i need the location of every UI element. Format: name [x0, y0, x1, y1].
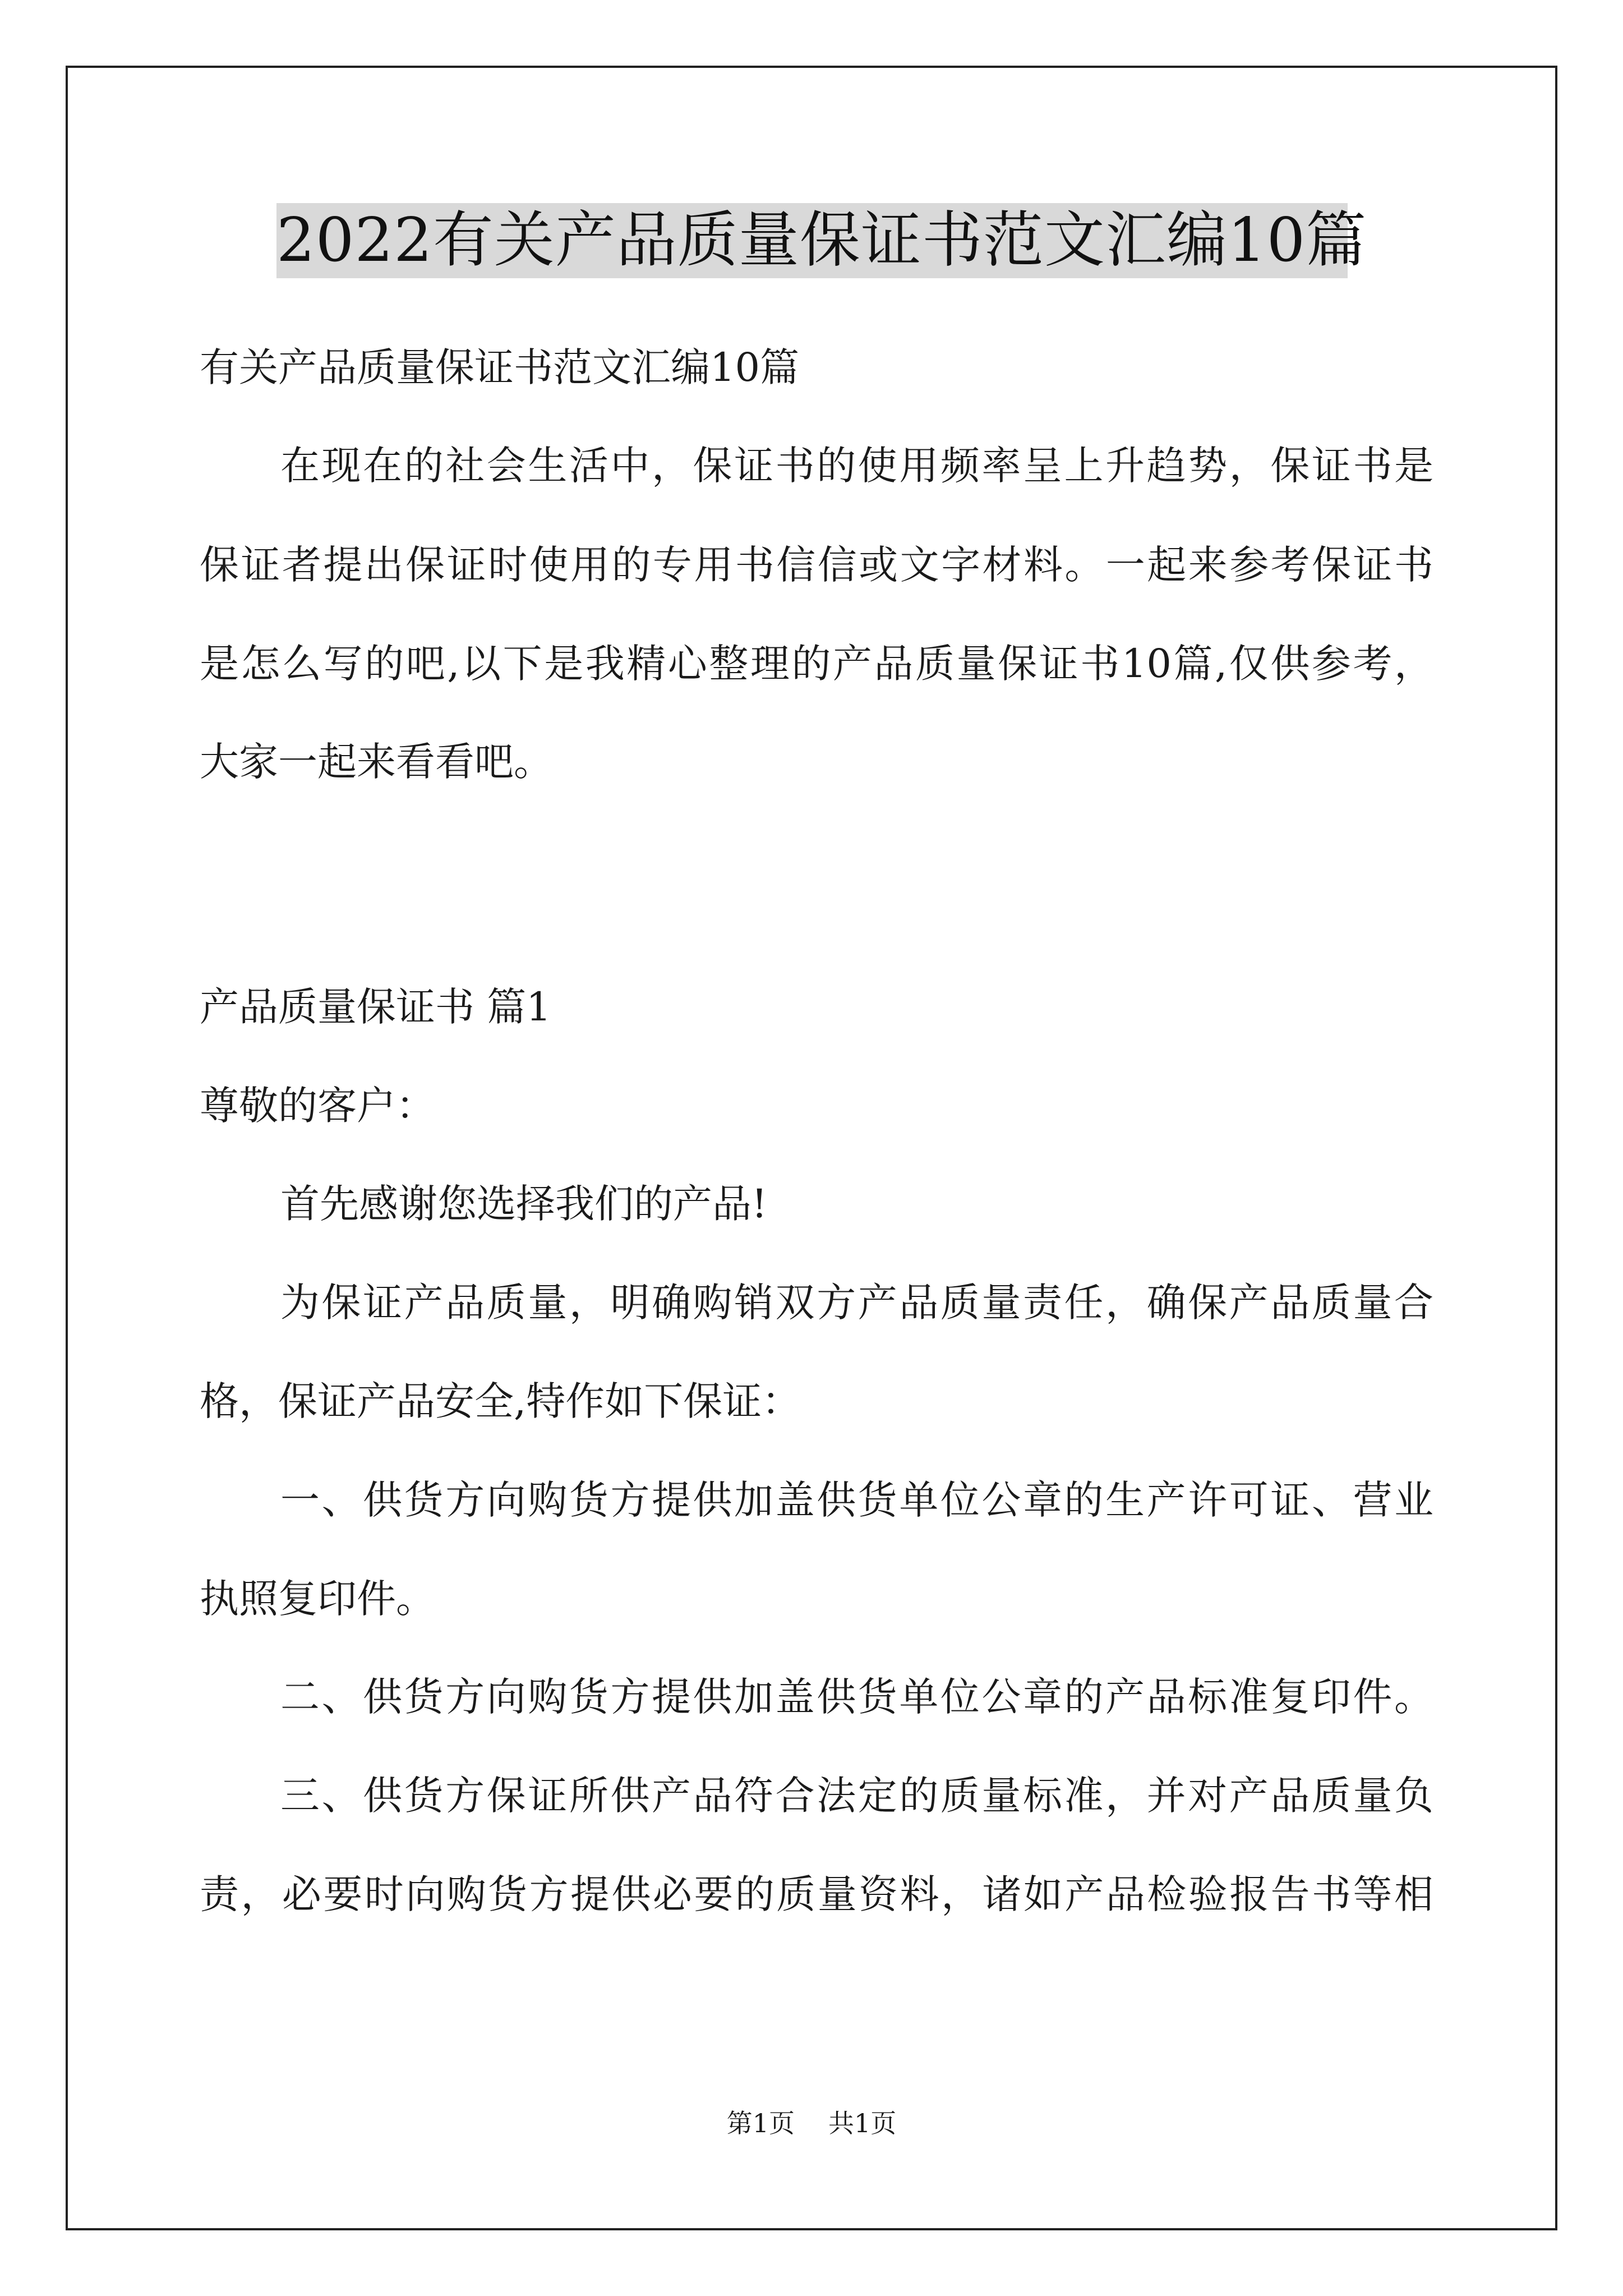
section-heading: 产品质量保证书 篇1: [200, 984, 551, 1030]
document-title: 2022有关产品质量保证书范文汇编10篇: [276, 203, 1348, 278]
body-line-7: 三、供货方保证所供产品符合法定的质量标准，并对产品质量负: [280, 1773, 1433, 1819]
intro-line-3: 是怎么写的吧,以下是我精心整理的产品质量保证书10篇,仅供参考，: [200, 641, 1433, 687]
intro-line-4: 大家一起来看看吧。: [200, 739, 553, 785]
body-line-3: 格，保证产品安全,特作如下保证：: [200, 1378, 801, 1424]
intro-line-2: 保证者提出保证时使用的专用书信信或文字材料。一起来参考保证书: [200, 542, 1433, 588]
body-line-5: 执照复印件。: [200, 1576, 435, 1622]
intro-line-1: 在现在的社会生活中，保证书的使用频率呈上升趋势，保证书是: [280, 443, 1433, 489]
page-total: 共1页: [828, 2108, 897, 2138]
body-line-8: 责，必要时向购货方提供必要的质量资料，诸如产品检验报告书等相: [200, 1871, 1433, 1917]
body-line-6: 二、供货方向购货方提供加盖供货单位公章的产品标准复印件。: [280, 1674, 1433, 1720]
body-line-4: 一、供货方向购货方提供加盖供货单位公章的生产许可证、营业: [280, 1477, 1433, 1523]
salutation: 尊敬的客户：: [200, 1083, 435, 1129]
body-line-2: 为保证产品质量，明确购销双方产品质量责任，确保产品质量合: [280, 1280, 1433, 1326]
document-subtitle: 有关产品质量保证书范文汇编10篇: [200, 344, 800, 390]
body-line-1: 首先感谢您选择我们的产品!: [280, 1181, 768, 1227]
page-number: 第1页: [726, 2108, 795, 2138]
page-footer: [0, 2106, 1623, 2140]
